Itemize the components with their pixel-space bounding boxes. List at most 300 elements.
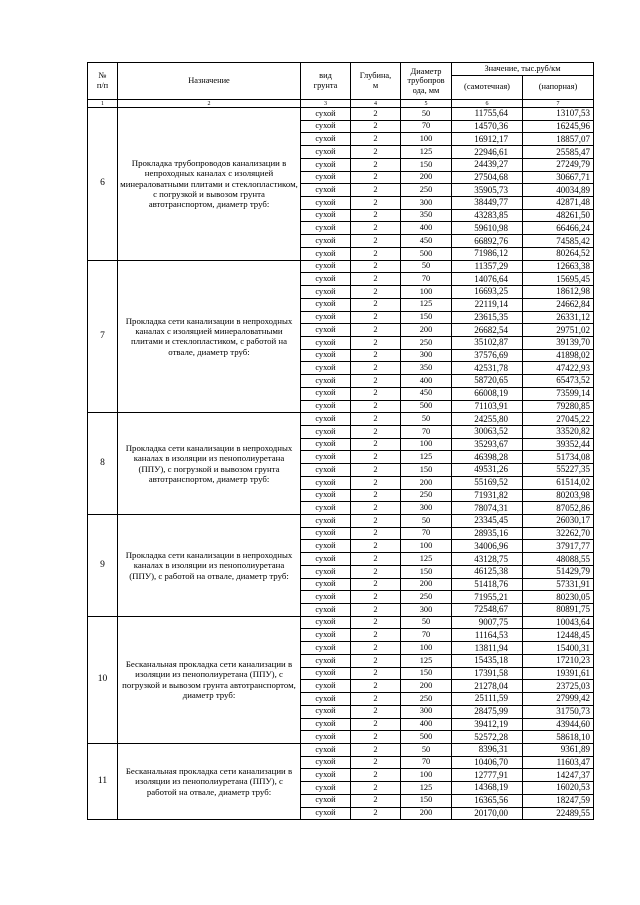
depth-cell: 2 [351,362,401,375]
group-description: Прокладка трубопроводов канализации в непроходных каналах с изоляцией минераловатными плитами и стеклопластиком, с погрузкой и вывозом грунта автотранспортом, диаметр труб: [118,108,301,261]
header-num: № п/п [88,63,118,100]
gravity-value-cell: 24439,27 [452,158,523,171]
diameter-cell: 500 [401,247,452,260]
gravity-value-cell: 35293,67 [452,438,523,451]
pressure-value-cell: 40034,89 [523,184,594,197]
soil-cell: сухой [301,769,351,782]
gravity-value-cell: 27504,68 [452,171,523,184]
diameter-cell: 300 [401,197,452,210]
gravity-value-cell: 11164,53 [452,629,523,642]
depth-cell: 2 [351,349,401,362]
pressure-value-cell: 13107,53 [523,108,594,121]
gravity-value-cell: 21278,04 [452,680,523,693]
depth-cell: 2 [351,769,401,782]
diameter-cell: 125 [401,654,452,667]
depth-cell: 2 [351,667,401,680]
gravity-value-cell: 23345,45 [452,515,523,528]
table-row [88,413,594,426]
pressure-value-cell: 80230,05 [523,591,594,604]
pressure-value-cell: 57331,91 [523,578,594,591]
depth-cell: 2 [351,451,401,464]
depth-cell: 2 [351,324,401,337]
depth-cell: 2 [351,197,401,210]
depth-cell: 2 [351,387,401,400]
soil-cell: сухой [301,197,351,210]
col-num: 3 [301,100,351,108]
gravity-value-cell: 51418,76 [452,578,523,591]
table-row [88,260,594,273]
pressure-value-cell: 80203,98 [523,489,594,502]
soil-cell: сухой [301,654,351,667]
diameter-cell: 450 [401,235,452,248]
gravity-value-cell: 38449,77 [452,197,523,210]
group-description: Бесканальная прокладка сети канализации в изоляции из пенополиуретана (ППУ), с работой на отвале, диаметр труб: [118,743,301,819]
soil-cell: сухой [301,743,351,756]
depth-cell: 2 [351,743,401,756]
depth-cell: 2 [351,425,401,438]
depth-cell: 2 [351,794,401,807]
diameter-cell: 300 [401,604,452,617]
header-diameter: Диаметр трубопров ода, мм [401,63,452,100]
depth-cell: 2 [351,604,401,617]
diameter-cell: 200 [401,680,452,693]
group-number: 11 [88,743,118,819]
soil-cell: сухой [301,298,351,311]
pressure-value-cell: 80264,52 [523,247,594,260]
soil-cell: сухой [301,324,351,337]
diameter-cell: 50 [401,108,452,121]
depth-cell: 2 [351,235,401,248]
soil-cell: сухой [301,794,351,807]
soil-cell: сухой [301,158,351,171]
soil-cell: сухой [301,756,351,769]
diameter-cell: 150 [401,565,452,578]
soil-cell: сухой [301,349,351,362]
gravity-value-cell: 23615,35 [452,311,523,324]
pressure-value-cell: 61514,02 [523,476,594,489]
gravity-value-cell: 34006,96 [452,540,523,553]
pressure-value-cell: 22489,55 [523,807,594,820]
depth-cell: 2 [351,375,401,388]
pressure-value-cell: 16020,53 [523,782,594,795]
diameter-cell: 150 [401,311,452,324]
diameter-cell: 500 [401,731,452,744]
depth-cell: 2 [351,400,401,413]
diameter-cell: 300 [401,705,452,718]
diameter-cell: 250 [401,336,452,349]
header-depth: Глубина, м [351,63,401,100]
col-num: 7 [523,100,594,108]
gravity-value-cell: 16912,17 [452,133,523,146]
group-number: 6 [88,108,118,261]
diameter-cell: 150 [401,464,452,477]
pressure-value-cell: 32262,70 [523,527,594,540]
soil-cell: сухой [301,286,351,299]
pressure-value-cell: 74585,42 [523,235,594,248]
depth-cell: 2 [351,527,401,540]
pressure-value-cell: 23725,03 [523,680,594,693]
diameter-cell: 125 [401,451,452,464]
pressure-value-cell: 27249,79 [523,158,594,171]
header-purpose: Назначение [118,63,301,100]
gravity-value-cell: 30063,52 [452,425,523,438]
diameter-cell: 100 [401,286,452,299]
gravity-value-cell: 52572,28 [452,731,523,744]
pressure-value-cell: 48088,55 [523,553,594,566]
diameter-cell: 70 [401,425,452,438]
gravity-value-cell: 37576,69 [452,349,523,362]
gravity-value-cell: 28475,99 [452,705,523,718]
depth-cell: 2 [351,591,401,604]
gravity-value-cell: 12777,91 [452,769,523,782]
gravity-value-cell: 71955,21 [452,591,523,604]
soil-cell: сухой [301,260,351,273]
gravity-value-cell: 35905,73 [452,184,523,197]
soil-cell: сухой [301,171,351,184]
col-num: 6 [452,100,523,108]
pressure-value-cell: 43944,60 [523,718,594,731]
depth-cell: 2 [351,222,401,235]
depth-cell: 2 [351,120,401,133]
soil-cell: сухой [301,705,351,718]
soil-cell: сухой [301,235,351,248]
depth-cell: 2 [351,502,401,515]
diameter-cell: 350 [401,209,452,222]
gravity-value-cell: 14570,36 [452,120,523,133]
depth-cell: 2 [351,298,401,311]
diameter-cell: 200 [401,476,452,489]
soil-cell: сухой [301,693,351,706]
pressure-value-cell: 58618,10 [523,731,594,744]
diameter-cell: 125 [401,298,452,311]
soil-cell: сухой [301,527,351,540]
diameter-cell: 70 [401,273,452,286]
depth-cell: 2 [351,565,401,578]
soil-cell: сухой [301,413,351,426]
pressure-value-cell: 11603,47 [523,756,594,769]
gravity-value-cell: 20170,00 [452,807,523,820]
pressure-value-cell: 48261,50 [523,209,594,222]
depth-cell: 2 [351,718,401,731]
diameter-cell: 50 [401,260,452,273]
col-num: 4 [351,100,401,108]
gravity-value-cell: 13811,94 [452,642,523,655]
diameter-cell: 100 [401,769,452,782]
gravity-value-cell: 11357,29 [452,260,523,273]
depth-cell: 2 [351,642,401,655]
depth-cell: 2 [351,654,401,667]
gravity-value-cell: 42531,78 [452,362,523,375]
gravity-value-cell: 16693,25 [452,286,523,299]
group-number: 8 [88,413,118,515]
depth-cell: 2 [351,247,401,260]
pressure-value-cell: 24662,84 [523,298,594,311]
group-number: 7 [88,260,118,413]
diameter-cell: 250 [401,489,452,502]
diameter-cell: 70 [401,629,452,642]
gravity-value-cell: 46125,38 [452,565,523,578]
diameter-cell: 100 [401,642,452,655]
pressure-value-cell: 16245,96 [523,120,594,133]
group-description: Прокладка сети канализации в непроходных каналах в изоляции из пенополиуретана (ППУ), с работой на отвале, диаметр труб: [118,515,301,617]
col-num: 2 [118,100,301,108]
soil-cell: сухой [301,667,351,680]
group-description: Прокладка сети канализации в непроходных каналах в изоляции из пенополиуретана (ППУ), с погрузкой и вывозом грунта автотранспортом, диаметр труб: [118,413,301,515]
pressure-value-cell: 51429,79 [523,565,594,578]
pressure-value-cell: 87052,86 [523,502,594,515]
gravity-value-cell: 14368,19 [452,782,523,795]
soil-cell: сухой [301,222,351,235]
depth-cell: 2 [351,616,401,629]
depth-cell: 2 [351,629,401,642]
diameter-cell: 70 [401,120,452,133]
soil-cell: сухой [301,184,351,197]
soil-cell: сухой [301,553,351,566]
soil-cell: сухой [301,489,351,502]
header-value-group: Значение, тыс.руб/км [452,63,594,76]
depth-cell: 2 [351,273,401,286]
diameter-cell: 50 [401,413,452,426]
depth-cell: 2 [351,680,401,693]
gravity-value-cell: 46398,28 [452,451,523,464]
diameter-cell: 250 [401,184,452,197]
gravity-value-cell: 66008,19 [452,387,523,400]
depth-cell: 2 [351,184,401,197]
gravity-value-cell: 59610,98 [452,222,523,235]
depth-cell: 2 [351,807,401,820]
diameter-cell: 50 [401,743,452,756]
soil-cell: сухой [301,515,351,528]
gravity-value-cell: 71931,82 [452,489,523,502]
table-row [88,743,594,756]
diameter-cell: 100 [401,438,452,451]
soil-cell: сухой [301,604,351,617]
depth-cell: 2 [351,731,401,744]
table-row [88,108,594,121]
depth-cell: 2 [351,311,401,324]
soil-cell: сухой [301,565,351,578]
pressure-value-cell: 25585,47 [523,146,594,159]
soil-cell: сухой [301,438,351,451]
col-num: 5 [401,100,452,108]
group-description: Прокладка сети канализации в непроходных каналах с изоляцией минераловатными плитами и стеклопластиком, с работой на отвале, диаметр труб: [118,260,301,413]
diameter-cell: 100 [401,133,452,146]
pressure-value-cell: 33520,82 [523,425,594,438]
pressure-value-cell: 26331,12 [523,311,594,324]
depth-cell: 2 [351,693,401,706]
soil-cell: сухой [301,782,351,795]
soil-cell: сухой [301,108,351,121]
gravity-value-cell: 78074,31 [452,502,523,515]
gravity-value-cell: 72548,67 [452,604,523,617]
diameter-cell: 50 [401,515,452,528]
header-gravity: (самотечная) [452,76,523,100]
pressure-value-cell: 9361,89 [523,743,594,756]
depth-cell: 2 [351,413,401,426]
diameter-cell: 400 [401,222,452,235]
soil-cell: сухой [301,273,351,286]
diameter-cell: 125 [401,782,452,795]
gravity-value-cell: 17391,58 [452,667,523,680]
soil-cell: сухой [301,464,351,477]
group-description: Бесканальная прокладка сети канализации в изоляции из пенополиуретана (ППУ), с погрузкой и вывозом грунта автотранспортом, диаметр труб: [118,616,301,743]
depth-cell: 2 [351,286,401,299]
gravity-value-cell: 22119,14 [452,298,523,311]
soil-cell: сухой [301,375,351,388]
depth-cell: 2 [351,756,401,769]
diameter-cell: 50 [401,616,452,629]
gravity-value-cell: 8396,31 [452,743,523,756]
depth-cell: 2 [351,158,401,171]
diameter-cell: 300 [401,349,452,362]
pressure-value-cell: 39139,70 [523,336,594,349]
pressure-value-cell: 73599,14 [523,387,594,400]
pressure-value-cell: 18857,07 [523,133,594,146]
gravity-value-cell: 66892,76 [452,235,523,248]
diameter-cell: 150 [401,667,452,680]
diameter-cell: 70 [401,527,452,540]
soil-cell: сухой [301,476,351,489]
depth-cell: 2 [351,578,401,591]
soil-cell: сухой [301,425,351,438]
pressure-value-cell: 14247,37 [523,769,594,782]
pressure-value-cell: 42871,48 [523,197,594,210]
diameter-cell: 250 [401,693,452,706]
depth-cell: 2 [351,171,401,184]
soil-cell: сухой [301,616,351,629]
depth-cell: 2 [351,209,401,222]
pressure-value-cell: 30667,71 [523,171,594,184]
depth-cell: 2 [351,464,401,477]
pressure-value-cell: 51734,08 [523,451,594,464]
depth-cell: 2 [351,489,401,502]
diameter-cell: 400 [401,718,452,731]
depth-cell: 2 [351,260,401,273]
depth-cell: 2 [351,540,401,553]
soil-cell: сухой [301,362,351,375]
pressure-value-cell: 66466,24 [523,222,594,235]
group-number: 9 [88,515,118,617]
diameter-cell: 70 [401,756,452,769]
soil-cell: сухой [301,311,351,324]
pressure-value-cell: 37917,77 [523,540,594,553]
table-row [88,515,594,528]
depth-cell: 2 [351,515,401,528]
pressure-value-cell: 41898,02 [523,349,594,362]
gravity-value-cell: 43128,75 [452,553,523,566]
gravity-value-cell: 58720,65 [452,375,523,388]
depth-cell: 2 [351,782,401,795]
diameter-cell: 200 [401,807,452,820]
soil-cell: сухой [301,120,351,133]
price-table [87,62,594,820]
gravity-value-cell: 26682,54 [452,324,523,337]
pressure-value-cell: 17210,23 [523,654,594,667]
soil-cell: сухой [301,807,351,820]
pressure-value-cell: 10043,64 [523,616,594,629]
pressure-value-cell: 80891,75 [523,604,594,617]
gravity-value-cell: 55169,52 [452,476,523,489]
pressure-value-cell: 18247,59 [523,794,594,807]
header-row [88,63,594,76]
column-number-row [88,100,594,108]
soil-cell: сухой [301,502,351,515]
pressure-value-cell: 27045,22 [523,413,594,426]
soil-cell: сухой [301,336,351,349]
depth-cell: 2 [351,553,401,566]
table-row [88,616,594,629]
pressure-value-cell: 39352,44 [523,438,594,451]
diameter-cell: 125 [401,553,452,566]
diameter-cell: 500 [401,400,452,413]
diameter-cell: 200 [401,324,452,337]
diameter-cell: 300 [401,502,452,515]
col-num: 1 [88,100,118,108]
table-body [88,63,594,820]
diameter-cell: 200 [401,578,452,591]
pressure-value-cell: 27999,42 [523,693,594,706]
gravity-value-cell: 14076,64 [452,273,523,286]
soil-cell: сухой [301,680,351,693]
pressure-value-cell: 65473,52 [523,375,594,388]
gravity-value-cell: 10406,70 [452,756,523,769]
soil-cell: сухой [301,146,351,159]
gravity-value-cell: 22946,61 [452,146,523,159]
pressure-value-cell: 29751,02 [523,324,594,337]
soil-cell: сухой [301,591,351,604]
depth-cell: 2 [351,336,401,349]
gravity-value-cell: 15435,18 [452,654,523,667]
depth-cell: 2 [351,438,401,451]
depth-cell: 2 [351,705,401,718]
soil-cell: сухой [301,387,351,400]
depth-cell: 2 [351,133,401,146]
gravity-value-cell: 71103,91 [452,400,523,413]
pressure-value-cell: 31750,73 [523,705,594,718]
depth-cell: 2 [351,476,401,489]
soil-cell: сухой [301,400,351,413]
pressure-value-cell: 79280,85 [523,400,594,413]
gravity-value-cell: 9007,75 [452,616,523,629]
soil-cell: сухой [301,451,351,464]
diameter-cell: 125 [401,146,452,159]
depth-cell: 2 [351,146,401,159]
diameter-cell: 400 [401,375,452,388]
pressure-value-cell: 15695,45 [523,273,594,286]
gravity-value-cell: 49531,26 [452,464,523,477]
pressure-value-cell: 12663,38 [523,260,594,273]
gravity-value-cell: 28935,16 [452,527,523,540]
pressure-value-cell: 12448,45 [523,629,594,642]
diameter-cell: 450 [401,387,452,400]
diameter-cell: 350 [401,362,452,375]
soil-cell: сухой [301,540,351,553]
soil-cell: сухой [301,247,351,260]
diameter-cell: 250 [401,591,452,604]
gravity-value-cell: 39412,19 [452,718,523,731]
gravity-value-cell: 35102,87 [452,336,523,349]
diameter-cell: 200 [401,171,452,184]
gravity-value-cell: 24255,80 [452,413,523,426]
soil-cell: сухой [301,209,351,222]
diameter-cell: 100 [401,540,452,553]
soil-cell: сухой [301,642,351,655]
gravity-value-cell: 71986,12 [452,247,523,260]
pressure-value-cell: 26030,17 [523,515,594,528]
header-soil: вид грунта [301,63,351,100]
soil-cell: сухой [301,133,351,146]
group-number: 10 [88,616,118,743]
